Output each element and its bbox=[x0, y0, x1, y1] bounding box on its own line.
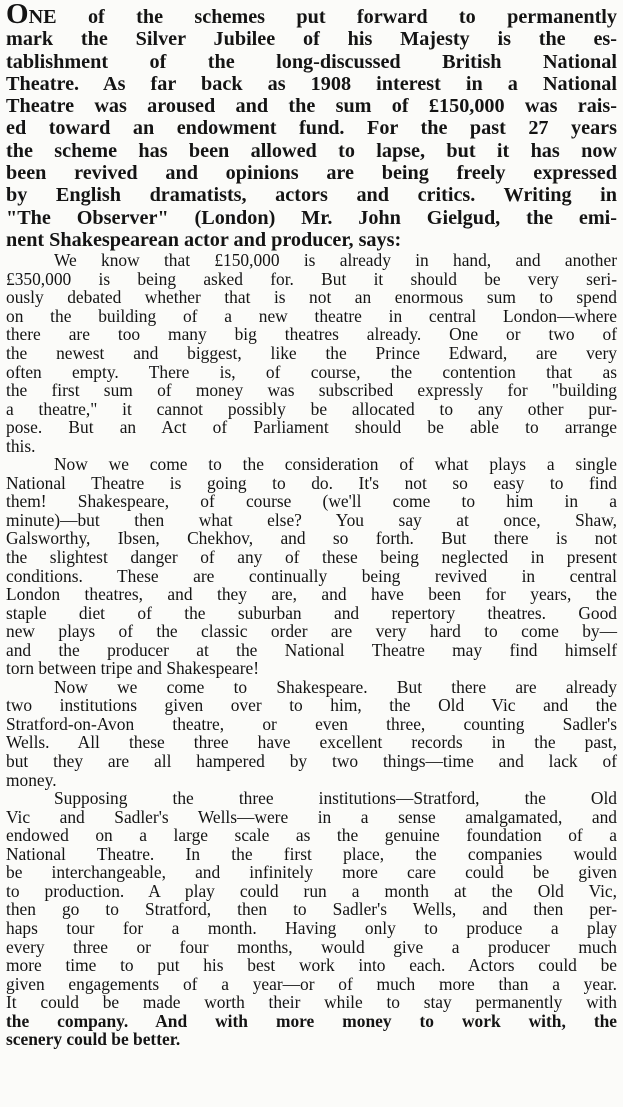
text-line: given engagements of a year—or of much more than a year. bbox=[6, 973, 617, 994]
lead-line: been revived and opinions are being freely expressed bbox=[6, 162, 617, 185]
text-line: London theatres, and they are, and have been for years, the bbox=[6, 584, 617, 605]
lead-line: the scheme has been allowed to lapse, but it has now bbox=[6, 139, 617, 162]
text-line: Now we come to the consideration of what plays a single bbox=[54, 454, 617, 475]
lead-line: Theatre. As far back as 1908 interest in a National bbox=[6, 72, 617, 95]
quote-paragraph-4 bbox=[6, 789, 617, 1049]
lead-line: ONE of the schemes put forward to permanently bbox=[6, 0, 617, 30]
lead-line: Theatre was aroused and the sum of £150,000 was rais- bbox=[6, 95, 617, 118]
text-line: It could be made worth their while to stay permanently with bbox=[6, 992, 617, 1013]
text-line: National Theatre is going to do. It's not so easy to find bbox=[6, 472, 617, 493]
text-line: be interchangeable, and infinitely more care could be given bbox=[6, 862, 617, 883]
text-line: this. bbox=[6, 435, 36, 456]
text-line: but they are all hampered by two things—time and lack of bbox=[6, 751, 617, 772]
text-line: on the building of a new theatre in central London—where bbox=[6, 305, 617, 326]
quote-paragraph-2 bbox=[6, 455, 617, 678]
text-line: every three or four months, would give a producer much bbox=[6, 936, 617, 957]
text-line: £350,000 is being asked for. But it should be very seri- bbox=[6, 268, 617, 289]
lead-line: by English dramatists, actors and critics. Writing in bbox=[6, 184, 617, 207]
text-line: and the producer at the National Theatre may find himself bbox=[6, 639, 617, 660]
text-line: We know that £150,000 is already in hand, and another bbox=[54, 250, 617, 271]
text-line: often empty. There is, of course, the contention that as bbox=[6, 361, 617, 382]
text-line: Supposing the three institutions—Stratford, the Old bbox=[54, 788, 617, 809]
text-line: the slightest danger of any of these being neglected in present bbox=[6, 547, 617, 568]
text-line: there are too many big theatres already. One or two of bbox=[6, 324, 617, 345]
quote-paragraph-3 bbox=[6, 678, 617, 789]
text-line: new plays of the classic order are very hard to come by— bbox=[6, 621, 617, 642]
text-line: Now we come to Shakespeare. But there are already bbox=[54, 676, 617, 697]
lead-line: ed toward an endowment fund. For the past 27 years bbox=[6, 117, 617, 140]
text-line: then go to Stratford, then to Sadler's Wells, and then per- bbox=[6, 899, 617, 920]
text-line: the first sum of money was subscribed expressly for "building bbox=[6, 380, 617, 401]
text-line: conditions. These are continually being revived in central bbox=[6, 565, 617, 586]
text-line: to production. A play could run a month at the Old Vic, bbox=[6, 880, 617, 901]
lead-line: "The Observer" (London) Mr. John Gielgud, the emi- bbox=[6, 206, 617, 229]
text-line: Wells. All these three have excellent records in the past, bbox=[6, 732, 617, 753]
text-line: torn between tripe and Shakespeare! bbox=[6, 658, 260, 679]
drop-cap: O bbox=[6, 0, 29, 30]
lead-line: tablishment of the long-discussed British National bbox=[6, 50, 617, 73]
text-line: the newest and biggest, like the Prince Edward, are very bbox=[6, 343, 617, 363]
text-line: more time to put his best work into each. Actors could be bbox=[6, 955, 617, 976]
text-line: them! Shakespeare, of course (we'll come to him in a bbox=[6, 491, 617, 512]
text-line: Vic and Sadler's Wells—were in a sense amalgamated, and bbox=[6, 806, 617, 827]
text-line: Galsworthy, Ibsen, Chekhov, and so forth. But there is not bbox=[6, 528, 617, 549]
text-line: two institutions given over to him, the Old Vic and the bbox=[6, 695, 617, 716]
text-line: haps tour for a month. Having only to produce a play bbox=[6, 917, 617, 938]
text-line: money. bbox=[6, 769, 57, 790]
text-line: Stratford-on-Avon theatre, or even three, counting Sadler's bbox=[6, 713, 617, 734]
text-line: ously debated whether that is not an enormous sum to spend bbox=[6, 287, 617, 308]
text-line: the company. And with more money to work with, the bbox=[6, 1010, 617, 1031]
text-line: minute)—but then what else? You say at once, Shaw, bbox=[6, 509, 617, 530]
lead-line: mark the Silver Jubilee of his Majesty is the es- bbox=[6, 28, 617, 51]
lead-paragraph bbox=[6, 0, 617, 251]
text-line: endowed on a large scale as the genuine foundation of a bbox=[6, 825, 617, 846]
text-line: staple diet of the suburban and repertory theatres. Good bbox=[6, 602, 617, 623]
text-line: scenery could be better. bbox=[6, 1029, 181, 1050]
article bbox=[6, 0, 617, 1050]
text-line: National Theatre. In the first place, the companies would bbox=[6, 843, 617, 864]
text-line: a theatre," it cannot possibly be allocated to any other pur- bbox=[6, 398, 617, 419]
lead-line: nent Shakespearean actor and producer, says: bbox=[6, 228, 402, 251]
text-line: pose. But an Act of Parliament should be able to arrange bbox=[6, 417, 617, 438]
quote-paragraph-1 bbox=[6, 251, 617, 455]
